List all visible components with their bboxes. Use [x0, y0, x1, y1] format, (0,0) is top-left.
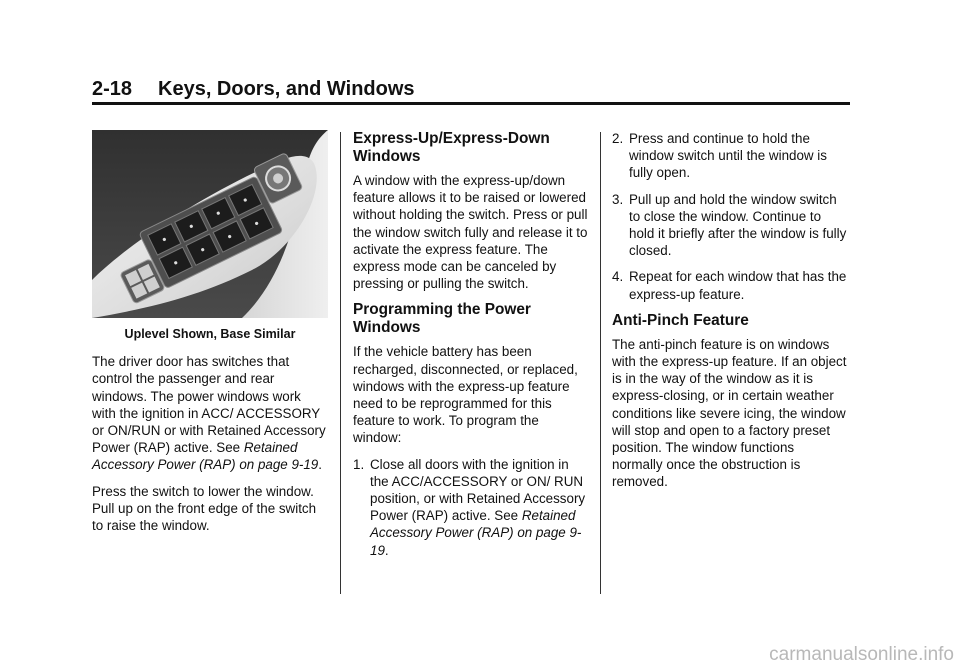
paragraph-text: The driver door has switches that control the passenger and rear windows. The power windows work with the ignition in ACC/ ACCESSORY or ON/RUN or with Retained Accessory Power (RAP) active. See: [92, 354, 326, 456]
step-text: Press and continue to hold the window switch until the window is fully open.: [629, 131, 827, 181]
paragraph: The anti-pinch feature is on windows with the express-up feature. If an object is in the way of the window as it is express-closing, or in certain weather conditions like severe icing, the window will stop and open to a factory preset position. The window functions normally once the obstruction is removed.: [612, 336, 847, 490]
window-switch-photo: [92, 130, 328, 318]
cross-reference-link[interactable]: Retained Accessory Power (RAP) on page 9-19: [370, 508, 582, 558]
step-text: Pull up and hold the window switch to close the window. Continue to hold it briefly after the window is fully closed.: [629, 191, 847, 259]
list-item: [353, 456, 589, 559]
list-item: [612, 191, 848, 260]
cross-reference-link[interactable]: Retained Accessory Power (RAP) on page 9-19: [92, 440, 319, 473]
section-title: Keys, Doors, and Windows: [158, 78, 415, 100]
step-text: Repeat for each window that has the express-up feature.: [629, 269, 847, 302]
paragraph: A window with the express-up/down feature allows it to be raised or lowered without holding the switch. Press or pull the window switch fully and release it to activate the express feature. The express mode can be canceled by pressing or pulling the switch.: [353, 173, 588, 292]
steps-list: [353, 456, 589, 559]
column-2: [353, 130, 589, 568]
column-1: [92, 130, 328, 543]
figure-caption: Uplevel Shown, Base Similar: [124, 327, 296, 341]
step-number: 3.: [612, 191, 624, 207]
steps-list: [612, 130, 848, 303]
step-number: 2.: [612, 131, 624, 146]
watermark: carmanualsonline.info: [769, 644, 954, 665]
paragraph-end: .: [318, 457, 322, 473]
section-heading: Programming the Power Windows: [353, 301, 531, 337]
step-text: Close all doors with the ignition in the ACC/ACCESSORY or ON/ RUN position, or with Retained Accessory Power (RAP) active. See: [370, 456, 586, 524]
column-3: [612, 130, 848, 500]
page-header: [92, 78, 850, 104]
header-rule: [92, 102, 850, 105]
column-divider-2: [600, 132, 601, 594]
section-heading: Anti-Pinch Feature: [612, 311, 749, 329]
column-divider-1: [340, 132, 341, 594]
paragraph: If the vehicle battery has been recharged, disconnected, or replaced, windows with the express-up feature need to be reprogrammed for this feature to work. To program the window:: [353, 344, 578, 446]
list-item: [612, 130, 848, 182]
page-number: 2-18: [92, 78, 133, 100]
section-heading: Express-Up/Express-Down Windows: [353, 130, 550, 165]
paragraph: [92, 353, 328, 473]
step-number: 1.: [353, 456, 365, 472]
list-item: [612, 268, 848, 302]
paragraph: Press the switch to lower the window. Pull up on the front edge of the switch to raise the window.: [92, 483, 317, 534]
step-end: .: [384, 542, 389, 558]
step-number: 4.: [612, 269, 624, 285]
